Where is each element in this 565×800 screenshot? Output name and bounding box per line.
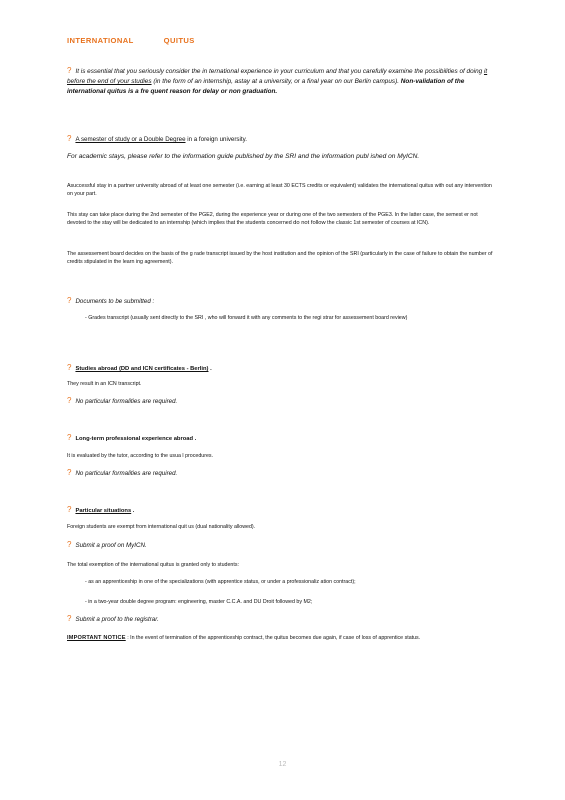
- particular-title: Particular situations: [75, 508, 132, 514]
- semester-title: A semester of study or a Double Degree: [75, 136, 186, 143]
- longterm-heading: [67, 433, 497, 445]
- longterm-title: Long-term professional experience abroad: [75, 436, 194, 442]
- documents-heading: [67, 296, 497, 307]
- bullet-icon: ?: [67, 296, 72, 305]
- bullet-icon: ?: [67, 134, 72, 143]
- intro-text-underlined: it before the end of your studies: [67, 68, 488, 85]
- particular-item-2: - in a two-year double degree program: engineering, master C.C.A. and DU Droit followed by M2;: [85, 599, 313, 605]
- longterm-note-text: No particular formalities are required.: [75, 470, 178, 477]
- studies-title-end: .: [208, 366, 212, 372]
- header-right: QUITUS: [163, 36, 195, 45]
- important-notice-label: IMPORTANT NOTICE: [67, 635, 126, 641]
- particular-item-1: - as an apprenticeship in one of the specializations (with apprentice status, or under a professionaliz ation contract);: [85, 579, 356, 585]
- intro-text-2: (in the form of an internship, astay at a university, or a final year on our Berlin campus).: [151, 78, 401, 85]
- page-number: 12: [278, 761, 287, 768]
- studies-note: [67, 396, 497, 407]
- longterm-text: It is evaluated by the tutor, according to the usua l procedures.: [67, 453, 214, 459]
- semester-heading: [67, 134, 497, 145]
- bullet-icon: ?: [67, 433, 72, 442]
- semester-info: For academic stays, please refer to the information guide published by the SRI and the information publ ished on MyICN.: [67, 153, 420, 160]
- particular-title-end: .: [131, 508, 135, 514]
- particular-submit-1: [67, 540, 497, 551]
- particular-exemption: The total exemption of the international quitus is granted only to students:: [67, 562, 239, 568]
- particular-submit-2-text: Submit a proof to the registrar.: [75, 616, 159, 623]
- semester-para-2-c: the classic 1st semester of courses at ICN).: [325, 220, 430, 227]
- bullet-icon: ?: [67, 614, 72, 623]
- longterm-note: [67, 468, 497, 479]
- intro-text-bold: Non-validation of the international quitus is a fre quent reason for delay or non graduation.: [67, 78, 465, 95]
- bullet-icon: ?: [67, 468, 72, 477]
- particular-submit-1-text: Submit a proof on MyICN.: [75, 542, 147, 549]
- bullet-icon: ?: [67, 363, 72, 372]
- bullet-icon: ?: [67, 396, 72, 405]
- semester-para-2-a: This stay can take place during the 2nd semester of the PGE2, during the experience year or during one of the two semesters of the PGE3. In the latter case, the semest er not devoted to the stay will be dedicated to an internship (which implies that the students concerned: [67, 212, 478, 227]
- bullet-icon: ?: [67, 540, 72, 549]
- header-left: INTERNATIONAL: [67, 36, 134, 45]
- particular-text: Foreign students are exempt from international quit us (dual nationality allowed).: [67, 524, 256, 530]
- semester-para-1: Asuccessful stay in a partner university abroad of at least one semester (i.e. earning at least 30 ECTS credits or equivalent) validates the international quitus with out any intervention on your part.: [67, 183, 492, 198]
- studies-title: Studies abroad (DD and ICN certificates - Berlin): [75, 366, 209, 372]
- page-header: [67, 36, 195, 45]
- documents-title-end: :: [150, 298, 155, 305]
- studies-text: They result in an ICN transcript.: [67, 381, 142, 387]
- particular-submit-2: [67, 614, 497, 625]
- bullet-icon: ?: [67, 505, 72, 514]
- longterm-title-end: .: [193, 436, 197, 442]
- bullet-icon: ?: [67, 66, 72, 75]
- semester-para-2-b: do not follow: [293, 220, 326, 227]
- important-notice: [67, 634, 497, 642]
- studies-heading: [67, 363, 497, 375]
- semester-title-rest: in a foreign university.: [185, 136, 247, 143]
- intro-paragraph: [67, 66, 497, 97]
- semester-para-2: [67, 211, 497, 227]
- intro-text-1: It is essential that you seriously consider the in ternational experience in your curriculum and that you carefully examine the possibilities of doing: [75, 68, 484, 75]
- studies-note-text: No particular formalities are required.: [75, 398, 178, 405]
- semester-para-3: The assessement board decides on the basis of the g rade transcript issued by the host institution and the opinion of the SRI (particularly in the case of failure to obtain the number of credits stipulated in the learn ing agreement).: [67, 251, 493, 266]
- documents-item: - Grades transcript (usually sent directly to the SRI , who will forward it with any comments to the regi strar for assessement board review): [85, 315, 408, 321]
- particular-heading: [67, 505, 497, 517]
- documents-title: Documents to be submitted: [75, 298, 151, 305]
- important-notice-text: : In the event of termination of the apprenticeship contract, the quitus becomes due again, if case of loss of apprentice status.: [125, 635, 421, 641]
